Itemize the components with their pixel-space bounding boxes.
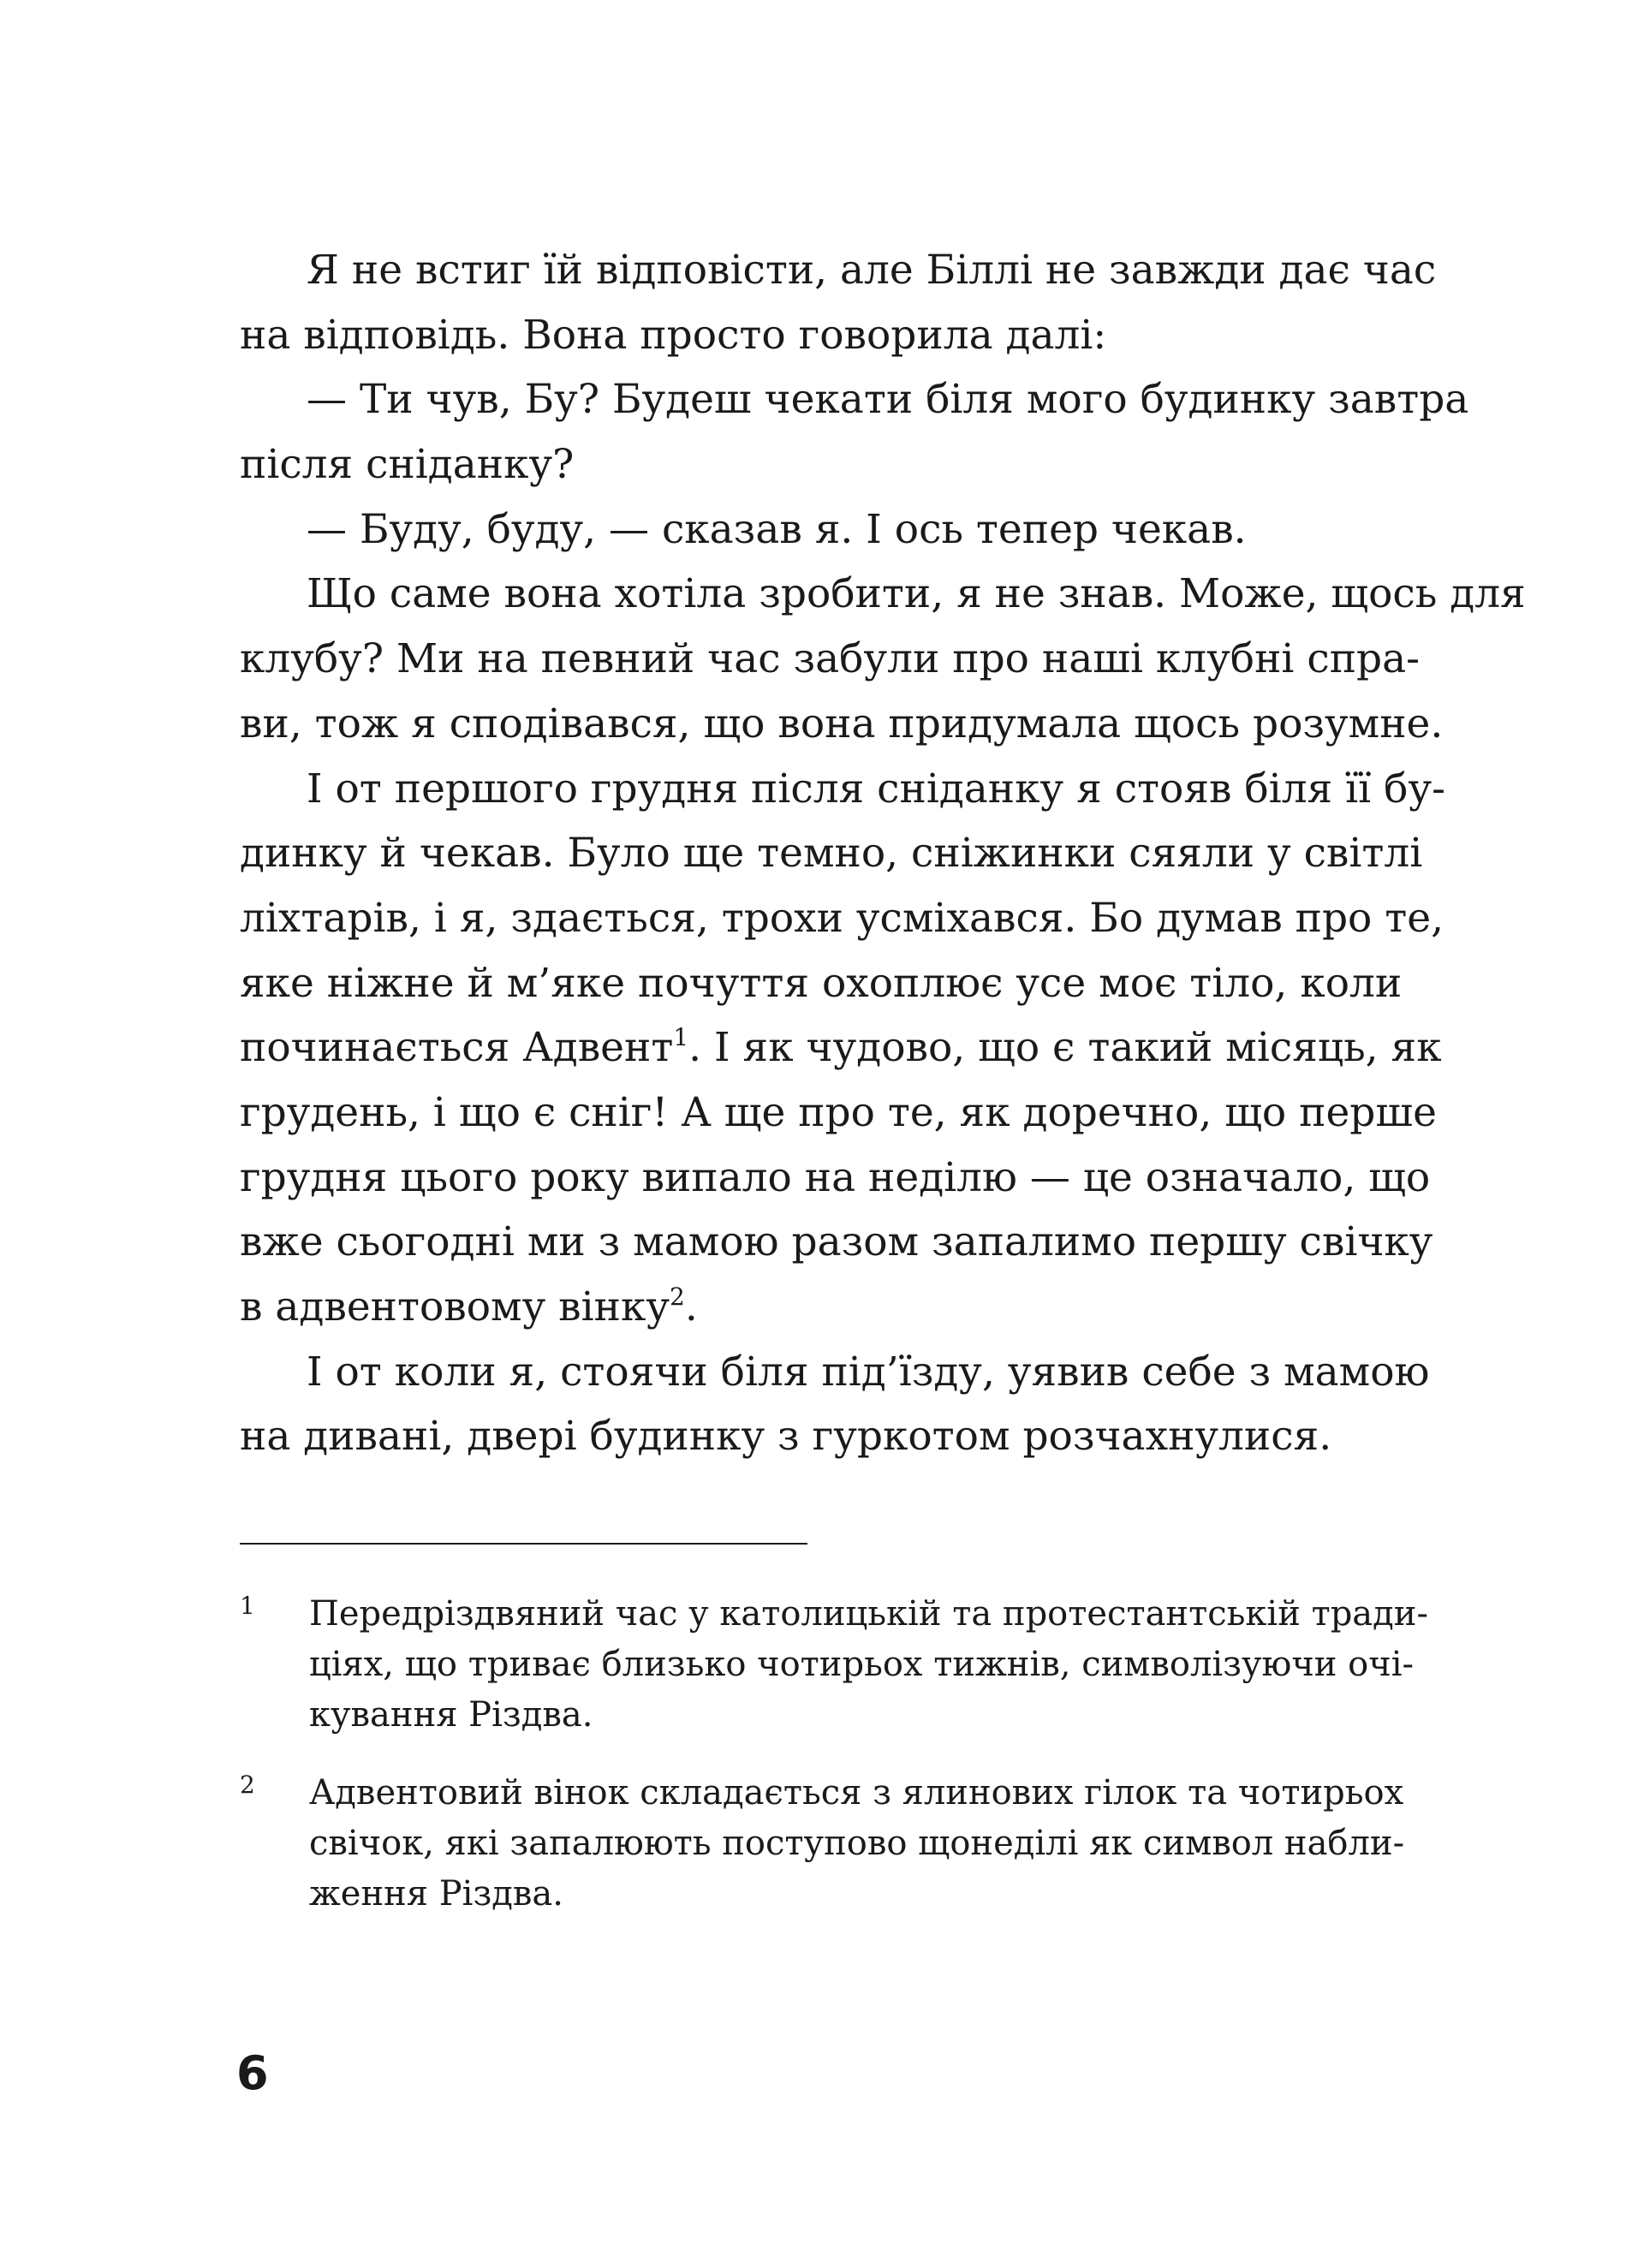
text-line: Я не встиг їй відповісти, але Біллі не завжди дає час [307, 247, 1437, 294]
text-line: — Ти чув, Бу? Будеш чекати біля мого будинку завтра [307, 376, 1469, 424]
page-number: 6 [236, 2046, 269, 2100]
main-text [240, 238, 1526, 1469]
footnotes [240, 1589, 1428, 1947]
footnote-divider [240, 1543, 807, 1545]
text-line: Що саме вона хотіла зробити, я не знав. Може, щось для [307, 570, 1526, 618]
text-segment: . [684, 1283, 698, 1330]
text-line: І от коли я, стоячи біля під’їзду, уявив себе з мамою [307, 1348, 1430, 1396]
text-line: яке ніжне й м’яке почуття охоплює усе моє тіло, коли [240, 959, 1403, 1007]
text-line: динку й чекав. Було ще темно, сніжинки сяяли у світлі [240, 830, 1423, 878]
text-line: після сніданку? [240, 441, 575, 489]
footnote-line: кування Різдва. [309, 1695, 593, 1735]
footnote-number: 2 [240, 1771, 255, 1799]
text-line [240, 1015, 1442, 1080]
text-segment: . І як чудово, що є такий місяць, як [688, 1024, 1442, 1072]
text-line: ліхтарів, і я, здається, трохи усміхався. Бо думав про те, [240, 894, 1444, 942]
footnote-line: свічок, які запалюють поступово щонеділі як символ набли- [309, 1824, 1405, 1863]
text-line: грудня цього року випало на неділю — це означало, що [240, 1153, 1431, 1201]
footnote-number: 1 [240, 1592, 255, 1620]
footnote-line: ження Різдва. [309, 1874, 563, 1914]
text-line: на дивані, двері будинку з гуркотом розчахнулися. [240, 1413, 1332, 1461]
text-line: вже сьогодні ми з мамою разом запалимо першу свічку [240, 1218, 1433, 1266]
text-line: клубу? Ми на певний час забули про наші клубні спра- [240, 635, 1421, 683]
text-line: грудень, і що є сніг! А ще про те, як доречно, що перше [240, 1088, 1437, 1136]
text-line: на відповідь. Вона просто говорила далі: [240, 311, 1107, 359]
text-line: І от першого грудня після сніданку я стояв біля її бу- [307, 765, 1445, 813]
footnote-line: ціях, що триває близько чотирьох тижнів, символізуючи очі- [309, 1645, 1414, 1684]
text-line: ви, тож я сподівався, що вона придумала щось розумне. [240, 699, 1444, 747]
footnote-2 [240, 1768, 1405, 1920]
footnote-line: Передріздвяний час у католицькій та протестантській тради- [309, 1594, 1428, 1634]
footnote-ref-2[interactable]: 2 [670, 1283, 685, 1311]
footnote-ref-1[interactable]: 1 [673, 1023, 689, 1052]
text-line: — Буду, буду, — сказав я. І ось тепер чекав. [307, 505, 1247, 553]
footnote-line: Адвентовий вінок складається з ялинових гілок та чотирьох [309, 1773, 1404, 1813]
text-line [240, 1275, 1385, 1340]
text-segment: починається Адвент [240, 1024, 674, 1072]
footnote-1 [240, 1589, 1428, 1741]
text-segment: в адвентовому вінку [240, 1283, 670, 1330]
